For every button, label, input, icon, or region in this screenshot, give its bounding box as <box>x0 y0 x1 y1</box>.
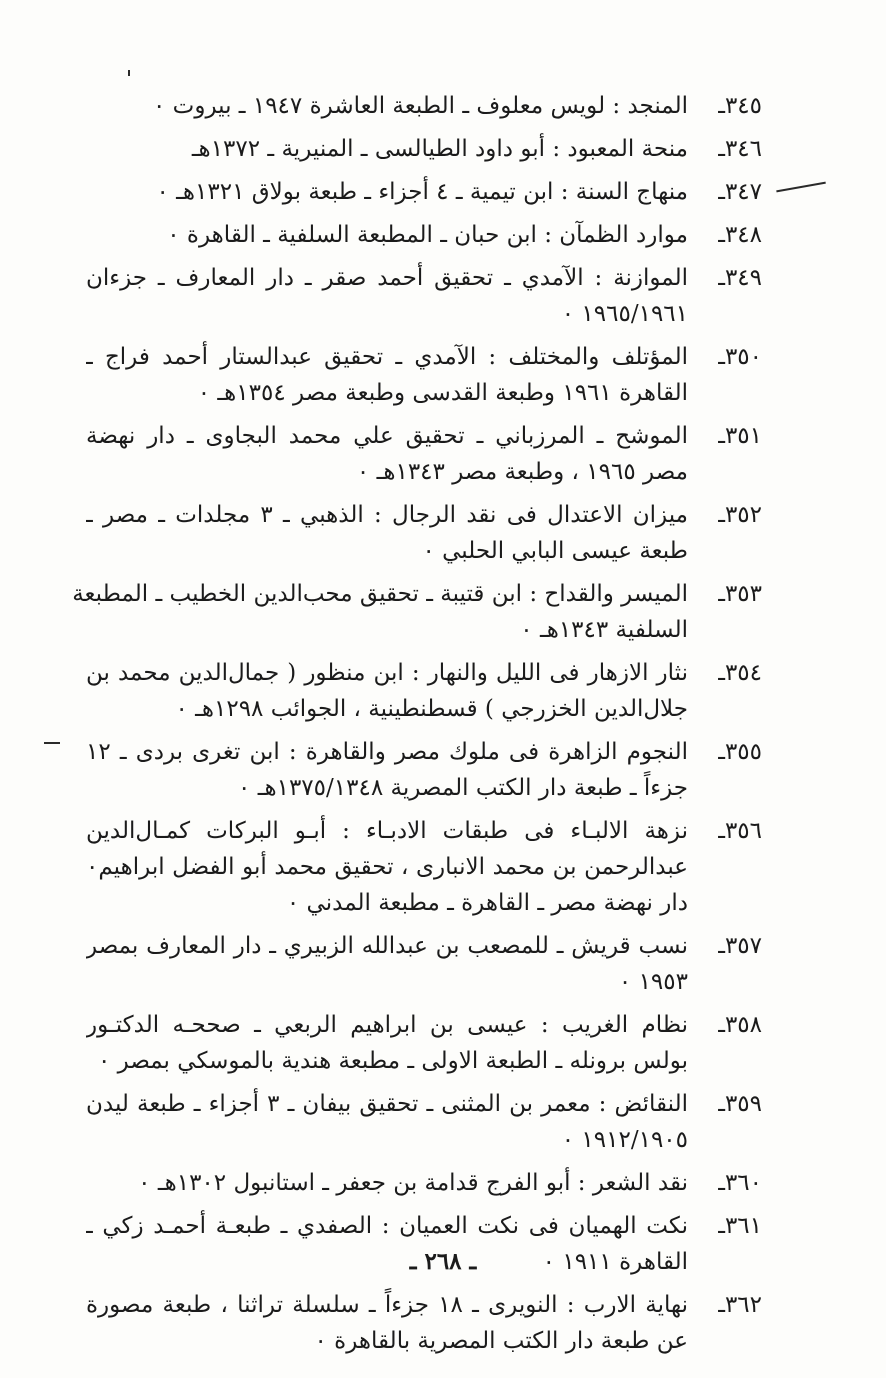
entry-text <box>86 88 688 124</box>
entry-line: نقد الشعر : أبو الفرج قدامة بن جعفر ـ استانبول ١٣٠٢هـ ٠ <box>138 1170 688 1196</box>
bibliography-entry <box>86 174 762 210</box>
bibliography-entry <box>86 1165 762 1201</box>
entry-number: ٣٥٣ـ <box>718 581 762 607</box>
bibliography-entry <box>86 217 762 253</box>
entry-line: مصر ١٩٦٥ ، وطبعة مصر ١٣٤٣هـ ٠ <box>356 459 688 485</box>
entry-line: السلفية ١٣٤٣هـ ٠ <box>520 617 688 643</box>
entry-line: القاهرة ١٩١١ ٠ <box>542 1249 688 1275</box>
entry-text <box>72 576 688 648</box>
entry-line: القاهرة ١٩٦١ وطبعة القدسى وطبعة مصر ١٣٥٤هـ ٠ <box>197 380 688 406</box>
entry-number: ٣٥٢ـ <box>718 502 762 528</box>
entry-line: نثار الازهار فى الليل والنهار : ابن منظور ( جمال‌الدين محمد بن <box>86 660 688 686</box>
entry-number: ٣٥٥ـ <box>718 739 762 765</box>
bibliography-entry <box>86 339 762 411</box>
entry-text <box>86 1165 688 1201</box>
entry-line: الموازنة : الآمدي ـ تحقيق أحمد صقر ـ دار المعارف ـ جزءان <box>86 265 688 291</box>
entry-text <box>86 217 688 253</box>
bibliography-entry <box>86 1007 762 1079</box>
entry-text <box>86 131 688 167</box>
entry-text <box>86 260 688 332</box>
pen-mark <box>776 182 826 192</box>
bibliography-entry <box>86 418 762 490</box>
entry-line: النجوم الزاهرة فى ملوك مصر والقاهرة : ابن تغرى بردى ـ ١٢ <box>86 739 688 765</box>
entry-line: موارد الظمآن : ابن حبان ـ المطبعة السلفية ـ القاهرة ٠ <box>167 222 688 248</box>
entry-line: المؤتلف والمختلف : الآمدي ـ تحقيق عبدالستار أحمد فراج ـ <box>86 344 688 370</box>
entry-line: منحة المعبود : أبو داود الطيالسى ـ المنيرية ـ ١٣٧٢هـ <box>191 136 688 162</box>
entry-line: النقائض : معمر بن المثنى ـ تحقيق بيفان ـ ٣ أجزاء ـ طبعة ليدن <box>86 1091 688 1117</box>
page-number: ـ ٢٦٨ ـ <box>409 1248 477 1275</box>
bibliography-entry <box>86 131 762 167</box>
entry-line: نسب قريش ـ للمصعب بن عبدالله الزبيري ـ دار المعارف بمصر <box>86 933 688 959</box>
entry-line: بولس برونله ـ الطبعة الاولى ـ مطبعة هندية بالموسكي بمصر ٠ <box>97 1048 688 1074</box>
entry-line: طبعة عيسى البابي الحلبي ٠ <box>422 538 688 564</box>
entry-number: ٣٥٧ـ <box>718 933 762 959</box>
entry-line: عن طبعة دار الكتب المصرية بالقاهرة ٠ <box>314 1328 688 1354</box>
bibliography-entry <box>86 260 762 332</box>
entry-line: جزءاً ـ طبعة دار الكتب المصرية ١٣٧٥/١٣٤٨هـ ٠ <box>238 775 688 801</box>
bibliography-entry <box>86 813 762 921</box>
entry-number: ٣٤٩ـ <box>718 265 762 291</box>
entry-line: الموشح ـ المرزباني ـ تحقيق علي محمد البجاوى ـ دار نهضة <box>86 423 688 449</box>
entry-text <box>86 1086 688 1158</box>
entry-number: ٣٦٠ـ <box>718 1170 762 1196</box>
bibliography-list <box>72 88 762 1366</box>
bibliography-entry <box>86 1287 762 1359</box>
entry-number: ٣٤٦ـ <box>718 136 762 162</box>
bibliography-entry <box>86 734 762 806</box>
entry-line: نظام الغريب : عيسى بن ابراهيم الربعي ـ صححـه الدكتـور <box>86 1012 688 1038</box>
entry-text <box>86 497 688 569</box>
entry-text <box>86 1287 688 1359</box>
bibliography-entry <box>86 1086 762 1158</box>
entry-number: ٣٦٢ـ <box>718 1292 762 1318</box>
bibliography-entry <box>72 576 762 648</box>
entry-text <box>86 655 688 727</box>
bibliography-entry <box>86 928 762 1000</box>
bibliography-entry <box>86 88 762 124</box>
entry-number: ٣٦١ـ <box>718 1213 762 1239</box>
entry-number: ٣٥٩ـ <box>718 1091 762 1117</box>
entry-number: ٣٤٨ـ <box>718 222 762 248</box>
entry-line: الميسر والقداح : ابن قتيبة ـ تحقيق محب‌الدين الخطيب ـ المطبعة <box>72 581 688 607</box>
pen-mark <box>44 742 60 744</box>
entry-text <box>86 1007 688 1079</box>
entry-line: ١٩١٢/١٩٠٥ ٠ <box>561 1127 688 1153</box>
entry-text <box>86 174 688 210</box>
bibliography-entry <box>86 497 762 569</box>
entry-line: ١٩٥٣ ٠ <box>618 969 688 995</box>
entry-line: منهاج السنة : ابن تيمية ـ ٤ أجزاء ـ طبعة بولاق ١٣٢١هـ ٠ <box>156 179 688 205</box>
entry-text <box>86 418 688 490</box>
entry-text <box>86 339 688 411</box>
entry-line: ميزان الاعتدال فى نقد الرجال : الذهبي ـ ٣ مجلدات ـ مصر ـ <box>86 502 688 528</box>
entry-text <box>86 928 688 1000</box>
bibliography-entry <box>86 655 762 727</box>
entry-line: نزهة الالبـاء فى طبقات الادبـاء : أبـو البركات كمـال‌الدين <box>86 818 688 844</box>
entry-line: دار نهضة مصر ـ القاهرة ـ مطبعة المدني ٠ <box>286 890 688 916</box>
entry-line: عبدالرحمن بن محمد الانبارى ، تحقيق محمد أبو الفضل ابراهيم٠ <box>86 854 688 880</box>
entry-line: ١٩٦٥/١٩٦١ ٠ <box>561 301 688 327</box>
entry-text <box>86 813 688 921</box>
entry-line: المنجد : لويس معلوف ـ الطبعة العاشرة ١٩٤٧ ـ بيروت ٠ <box>153 93 688 119</box>
entry-line: نهاية الارب : النويرى ـ ١٨ جزءاً ـ سلسلة تراثنا ، طبعة مصورة <box>86 1292 688 1318</box>
entry-number: ٣٥٨ـ <box>718 1012 762 1038</box>
entry-number: ٣٥٠ـ <box>718 344 762 370</box>
entry-line: جلال‌الدين الخزرجي ) قسطنطينية ، الجوائب ١٢٩٨هـ ٠ <box>175 696 688 722</box>
entry-number: ٣٥٤ـ <box>718 660 762 686</box>
pen-mark <box>128 70 130 76</box>
entry-line: نكت الهميان فى نكت العميان : الصفدي ـ طبعـة أحمـد زكي ـ <box>86 1213 688 1239</box>
entry-number: ٣٤٥ـ <box>718 93 762 119</box>
entry-text <box>86 734 688 806</box>
entry-number: ٣٤٧ـ <box>718 179 762 205</box>
entry-number: ٣٥١ـ <box>718 423 762 449</box>
entry-number: ٣٥٦ـ <box>718 818 762 844</box>
